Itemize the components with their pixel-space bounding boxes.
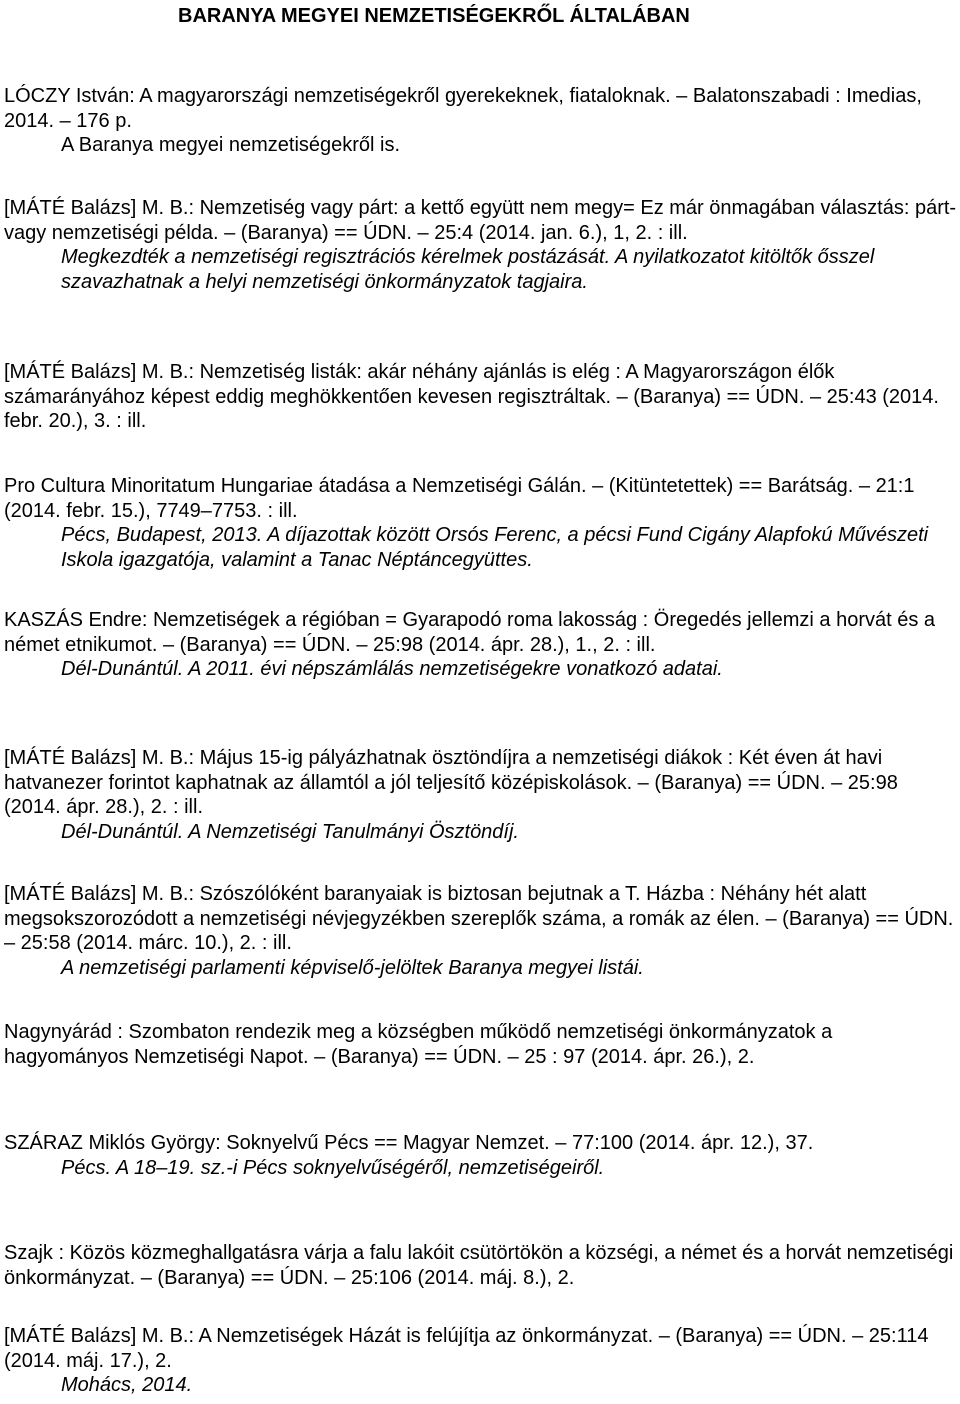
entry-citation: [MÁTÉ Balázs] M. B.: Nemzetiség vagy párt: a kettő együtt nem megy= Ez már önmagában választás: párt- vagy nemzetiségi példa. – (Baranya) == ÚDN. – 25:4 (2014. jan. 6.), 1, 2. : ill. bbox=[4, 197, 957, 244]
entry-citation: [MÁTÉ Balázs] M. B.: A Nemzetiségek Házát is felújítja az önkormányzat. – (Baranya) == ÚDN. – 25:114 (2014. máj. 17.), 2. bbox=[4, 1325, 929, 1372]
page-title: BARANYA MEGYEI NEMZETISÉGEKRŐL ÁLTALÁBAN bbox=[178, 5, 690, 27]
bibliography-entry bbox=[4, 1020, 958, 1069]
entry-citation: LÓCZY István: A magyarországi nemzetiségekről gyerekeknek, fiataloknak. – Balatonszabadi : Imedias, 2014. – 176 p. bbox=[4, 85, 922, 132]
entry-annotation: A nemzetiségi parlamenti képviselő-jelöltek Baranya megyei listái. bbox=[61, 956, 644, 979]
bibliography-entry bbox=[4, 1324, 958, 1398]
entry-citation: Szajk : Közös közmeghallgatásra várja a falu lakóit csütörtökön a községi, a német és a horvát nemzetiségi önkormányzat. – (Baranya) == ÚDN. – 25:106 (2014. máj. 8.), 2. bbox=[4, 1242, 954, 1289]
entry-annotation: Dél-Dunántúl. A 2011. évi népszámlálás nemzetiségekre vonatkozó adatai. bbox=[61, 658, 723, 680]
entry-citation: [MÁTÉ Balázs] M. B.: Nemzetiség listák: akár néhány ajánlás is elég : A Magyarországon élők számarányához képest eddig meghökkentően kevesen regisztráltak. – (Baranya) == ÚDN. – 25:43 (2014. febr. 20.), 3. : ill. bbox=[4, 361, 939, 432]
entry-citation: Pro Cultura Minoritatum Hungariae átadása a Nemzetiségi Gálán. – (Kitüntetettek) == Barátság. – 21:1 (2014. febr. 15.), 7749–7753. : ill. bbox=[4, 475, 915, 522]
entry-annotation: A Baranya megyei nemzetiségekről is. bbox=[61, 134, 401, 156]
entry-citation: [MÁTÉ Balázs] M. B.: Szószólóként baranyaiak is biztosan bejutnak a T. Házba : Néhány hét alatt megsokszorozódott a nemzetiségi névjegyzékben szereplők száma, a romák az élen. – (Baranya) == ÚDN. – 25:58 (2014. márc. 10.), 2. : ill. bbox=[4, 883, 954, 954]
bibliography-entry bbox=[4, 84, 958, 158]
entry-annotation: Pécs. A 18–19. sz.-i Pécs soknyelvűségéről, nemzetiségeiről. bbox=[61, 1156, 605, 1179]
bibliography-entry bbox=[4, 608, 958, 682]
entry-citation: [MÁTÉ Balázs] M. B.: Május 15-ig pályázhatnak ösztöndíjra a nemzetiségi diákok : Két éven át havi hatvanezer forintot kaphatnak az államtól a jól teljesítő középiskolások. – (Baranya) == ÚDN. – 25:98 (2014. ápr. 28.), 2. : ill. bbox=[4, 747, 898, 818]
bibliography-entry bbox=[4, 360, 958, 434]
bibliography-entry bbox=[4, 1131, 958, 1180]
bibliography-entry bbox=[4, 196, 958, 294]
bibliography-entry bbox=[4, 882, 958, 980]
entry-citation: KASZÁS Endre: Nemzetiségek a régióban = Gyarapodó roma lakosság : Öregedés jellemzi a horvát és a német etnikumot. – (Baranya) == ÚDN. – 25:98 (2014. ápr. 28.), 1., 2. : ill. bbox=[4, 609, 936, 656]
entry-citation: SZÁRAZ Miklós György: Soknyelvű Pécs == Magyar Nemzet. – 77:100 (2014. ápr. 12.), 37. bbox=[4, 1132, 814, 1154]
bibliography-entry bbox=[4, 746, 958, 844]
bibliography-entry bbox=[4, 1241, 958, 1290]
entry-annotation: Dél-Dunántúl. A Nemzetiségi Tanulmányi Ösztöndíj. bbox=[61, 820, 519, 843]
bibliography-entry bbox=[4, 474, 958, 572]
entry-annotation: Mohács, 2014. bbox=[61, 1374, 193, 1396]
entry-annotation: Pécs, Budapest, 2013. A díjazottak között Orsós Ferenc, a pécsi Fund Cigány Alapfokú Művészeti Iskola igazgatója, valamint a Tanac Néptáncegyüttes. bbox=[61, 524, 929, 571]
entry-annotation: Megkezdték a nemzetiségi regisztrációs kérelmek postázását. A nyilatkozatot kitöltők ősszel szavazhatnak a helyi nemzetiségi önkormányzatok tagjaira. bbox=[61, 246, 875, 293]
entry-citation: Nagynyárád : Szombaton rendezik meg a községben működő nemzetiségi önkormányzatok a hagyományos Nemzetiségi Napot. – (Baranya) == ÚDN. – 25 : 97 (2014. ápr. 26.), 2. bbox=[4, 1021, 833, 1068]
